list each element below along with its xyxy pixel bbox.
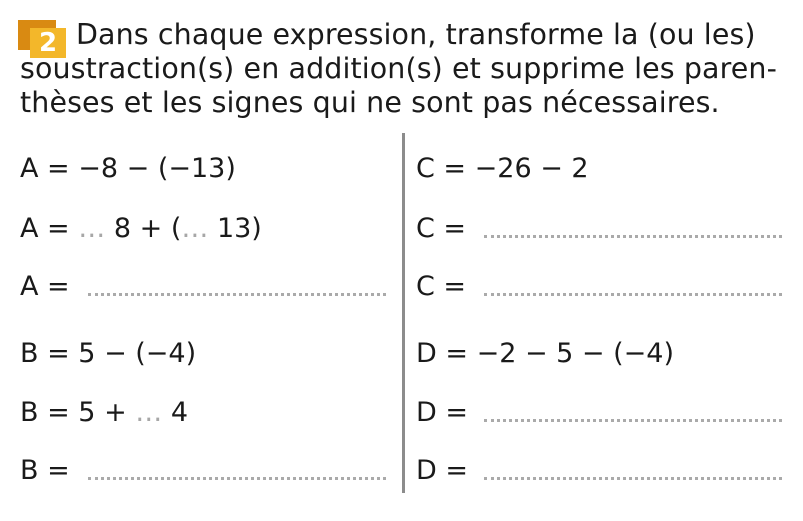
expression-c-step1-label: C =	[416, 213, 467, 244]
a-step1-suffix: 13)	[208, 213, 262, 244]
expression-c-given: C = −26 − 2	[416, 153, 589, 184]
a-step1-prefix: A =	[20, 213, 79, 244]
b-step1-prefix: B = 5 +	[20, 397, 136, 428]
answer-line-c1[interactable]	[484, 235, 782, 238]
expression-b-given: B = 5 − (−4)	[20, 338, 197, 369]
a-step1-middle: 8 + (	[105, 213, 182, 244]
expression-a-given: A = −8 − (−13)	[20, 153, 236, 184]
instruction-line-2: soustraction(s) en addition(s) et supprime les paren-	[20, 52, 777, 85]
expression-b-answer-label: B =	[20, 455, 70, 486]
answer-line-d2[interactable]	[484, 477, 782, 480]
exercise-number: 2	[30, 28, 66, 58]
expression-c-answer-label: C =	[416, 271, 467, 302]
expression-b-step1	[20, 396, 188, 430]
a-step1-blank-1[interactable]: …	[78, 213, 106, 244]
a-step1-blank-2[interactable]: …	[181, 213, 209, 244]
instruction-line-3: thèses et les signes qui ne sont pas nécessaires.	[20, 86, 720, 119]
column-divider	[402, 133, 405, 493]
instruction-line-1: Dans chaque expression, transforme la (ou les)	[76, 18, 756, 51]
answer-line-c2[interactable]	[484, 293, 782, 296]
expression-a-step1	[20, 212, 262, 246]
expression-d-answer-label: D =	[416, 455, 468, 486]
instruction-text	[20, 18, 790, 120]
expression-d-step1-label: D =	[416, 397, 468, 428]
answer-line-b[interactable]	[88, 477, 386, 480]
answer-line-d1[interactable]	[484, 419, 782, 422]
b-step1-suffix: 4	[162, 397, 189, 428]
expression-a-answer-label: A =	[20, 271, 70, 302]
expression-d-given: D = −2 − 5 − (−4)	[416, 338, 675, 369]
b-step1-blank[interactable]: …	[135, 397, 163, 428]
answer-line-a[interactable]	[88, 293, 386, 296]
